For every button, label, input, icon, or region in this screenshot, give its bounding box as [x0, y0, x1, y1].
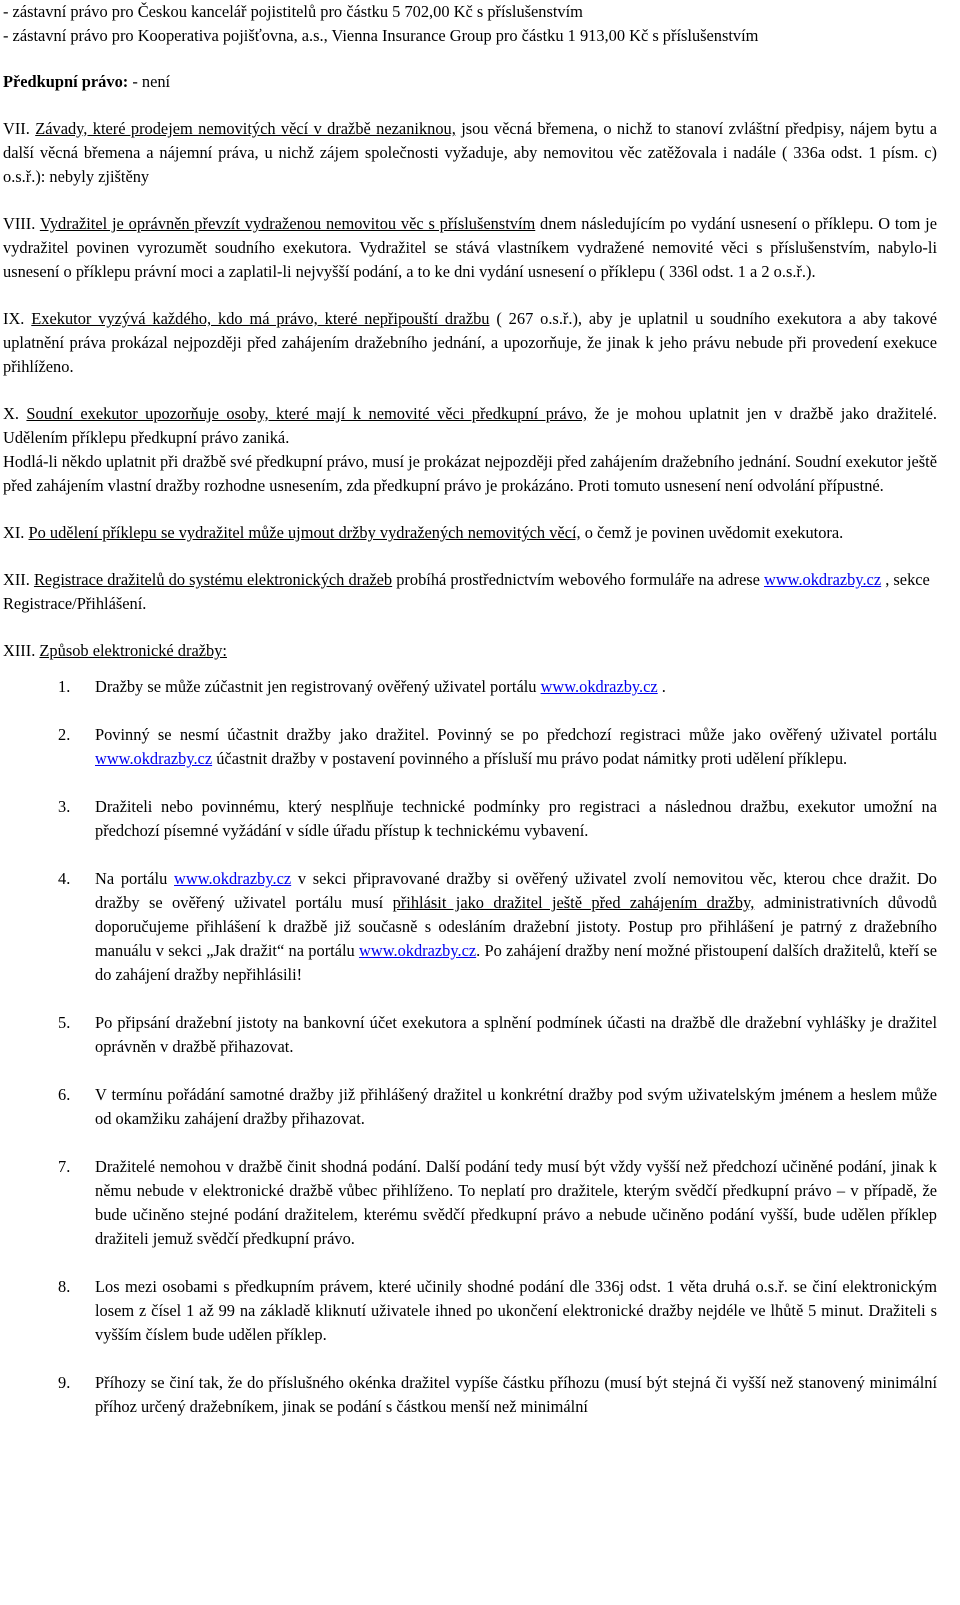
- section-xi-text: o čemž je povinen uvědomit exekutora.: [580, 523, 844, 542]
- list-item-text: v sekci připravované dražby si ověřený uživatel zvolí nemovitou věc, kterou chce dražit. Do dražby se ověřený uživatel portálu musí: [95, 869, 937, 912]
- list-item-number: 6.: [58, 1085, 71, 1104]
- okdrazby-link[interactable]: www.okdrazby.cz: [95, 749, 213, 768]
- list-item: [3, 675, 937, 699]
- section-ix-heading: Exekutor vyzývá každého, kdo má právo, které nepřipouští dražbu: [31, 309, 490, 328]
- section-vii-number: VII.: [3, 119, 36, 138]
- list-item-text: . Po zahájení dražby není možné přistoupení dalších dražitelů, kteří se do zahájení dražby nepřihlásili!: [95, 941, 937, 984]
- list-item-number: 9.: [58, 1373, 71, 1392]
- section-xiii-heading: Způsob elektronické dražby:: [39, 641, 227, 660]
- list-item: [3, 795, 937, 843]
- section-ix: [3, 307, 937, 379]
- section-vii-heading: Závady, které prodejem nemovitých věcí v dražbě nezaniknou,: [35, 119, 456, 138]
- list-item-text: Na portálu: [95, 869, 175, 888]
- lien-line-2: - zástavní právo pro Kooperativa pojišťovna, a.s., Vienna Insurance Group pro částku 1 913,00 Kč s příslušenstvím: [3, 26, 759, 45]
- okdrazby-link[interactable]: www.okdrazby.cz: [359, 941, 477, 960]
- list-item-text: účastnit dražby v postavení povinného a přísluší mu právo podat námitky proti udělení příklepu.: [212, 749, 848, 768]
- list-item: [3, 723, 937, 771]
- section-xiii-number: XIII.: [3, 641, 40, 660]
- section-xi-number: XI.: [3, 523, 29, 542]
- section-xii: [3, 568, 937, 616]
- section-vii-text: jsou věcná břemena, o nichž to stanoví zvláštní předpisy, nájem bytu a další věcná břemena a nájemní práva, u nichž zájem společnosti vyžaduje, aby nemovitou věc zatěžovala i nadále ( 336a odst. 1 písm. c) o.s.ř.): nebyly zjištěny: [3, 119, 937, 186]
- preemption-value: - není: [128, 72, 171, 91]
- okdrazby-link[interactable]: www.okdrazby.cz: [764, 570, 882, 589]
- list-item-number: 5.: [58, 1013, 71, 1032]
- list-item-text: Povinný se nesmí účastnit dražby jako dražitel. Povinný se po předchozí registraci může jako ověřený uživatel portálu: [95, 725, 937, 744]
- list-item-number: 4.: [58, 869, 71, 888]
- list-item-text: administrativních důvodů doporučujeme přihlášení k dražbě již současně s odesláním dražební jistoty. Postup pro přihlášení je patrný z dražebního manuálu v sekci „Jak dražit“ na portálu: [95, 893, 937, 960]
- list-item-text: Dražitelé nemohou v dražbě činit shodná podání. Další podání tedy musí být vždy vyšší než předchozí učiněné podání, jinak k němu nebude v elektronické dražbě vůbec přihlíženo. To neplatí pro dražitele, kterým svědčí předkupní právo – v případě, že bude učiněno stejné podání dražitelem, kterému svědčí předkupní právo a nebude učiněno podání vyšší, bude udělen příklep dražiteli jemuž svědčí předkupní právo.: [95, 1157, 937, 1248]
- okdrazby-link[interactable]: www.okdrazby.cz: [540, 677, 658, 696]
- list-item-text: V termínu pořádání samotné dražby již přihlášený dražitel u konkrétní dražby pod svým uživatelským jménem a heslem může od okamžiku zahájení dražby přihazovat.: [95, 1085, 937, 1128]
- lien-line-1: - zástavní právo pro Českou kancelář pojistitelů pro částku 5 702,00 Kč s příslušenstvím: [3, 2, 583, 21]
- list-item-number: 2.: [58, 725, 71, 744]
- list-item-number: 3.: [58, 797, 71, 816]
- list-item: [3, 1011, 937, 1059]
- list-item: [3, 867, 937, 987]
- section-xii-text-1: probíhá prostřednictvím webového formuláře na adrese: [392, 570, 764, 589]
- section-viii: [3, 212, 937, 284]
- section-xiii: [3, 639, 937, 663]
- document-page: [3, 0, 937, 1419]
- section-x-heading: Soudní exekutor upozorňuje osoby, které mají k nemovité věci předkupní právo,: [26, 404, 588, 423]
- list-item-text: Los mezi osobami s předkupním právem, které učinily shodné podání dle 336j odst. 1 věta druhá o.s.ř. se činí elektronickým losem z čísel 1 až 99 na základě kliknutí uživatele ihned po ukončení elektronické dražby nejdéle ve lhůtě 5 minut. Dražiteli s vyšším číslem bude udělen příklep.: [95, 1277, 937, 1344]
- list-item: [3, 1275, 937, 1347]
- section-ix-number: IX.: [3, 309, 32, 328]
- list-item: [3, 1371, 937, 1419]
- list-item-text: Dražby se může zúčastnit jen registrovaný ověřený uživatel portálu: [95, 677, 541, 696]
- section-xi: [3, 521, 937, 545]
- section-xi-heading: Po udělení příklepu se vydražitel může ujmout držby vydražených nemovitých věcí,: [28, 523, 581, 542]
- section-xii-text-2: , sekce Registrace/Přihlášení.: [3, 570, 930, 613]
- section-x-paragraph-2: Hodlá-li někdo uplatnit při dražbě své předkupní právo, musí je prokázat nejpozději před zahájením dražebního jednání. Soudní exekutor ještě před zahájením vlastní dražby rozhodne usnesením, zda předkupní právo je prokázáno. Proti tomuto usnesení není odvolání přípustné.: [3, 452, 937, 495]
- section-viii-text: dnem následujícím po vydání usnesení o příklepu. O tom je vydražitel povinen vyrozumět soudního exekutora. Vydražitel se stává vlastníkem vydražené nemovité věci s příslušenstvím, nabylo-li usnesení o příklepu právní moci a zaplatil-li nejvyšší podání, a to ke dni vydání usnesení o příklepu ( 336l odst. 1 a 2 o.s.ř.).: [3, 214, 937, 281]
- section-xii-heading: Registrace dražitelů do systému elektronických dražeb: [33, 570, 393, 589]
- list-item-number: 8.: [58, 1277, 71, 1296]
- section-x-number: X.: [3, 404, 27, 423]
- section-x: [3, 402, 937, 450]
- section-vii: [3, 117, 937, 189]
- list-item-number: 1.: [58, 677, 71, 696]
- preemption-right-line: [3, 70, 937, 94]
- preemption-label: Předkupní právo:: [3, 72, 129, 91]
- list-item-text: .: [657, 677, 666, 696]
- list-item-emphasis: přihlásit jako dražitel ještě před zahájením dražby,: [392, 893, 755, 912]
- section-ix-text: ( 267 o.s.ř.), aby je uplatnil u soudního exekutora a aby takové uplatnění práva prokázal nejpozději před zahájením dražebního jednání, a upozorňuje, že jinak k jeho právu nebude při provedení exekuce přihlíženo.: [3, 309, 937, 376]
- list-item: [3, 1083, 937, 1131]
- section-xii-number: XII.: [3, 570, 34, 589]
- list-item: [3, 1155, 937, 1251]
- auction-rules-list: [3, 675, 937, 1419]
- section-x-text: že je mohou uplatnit jen v dražbě jako dražitelé. Udělením příklepu předkupní právo zaniká.: [3, 404, 937, 447]
- list-item-text: Po připsání dražební jistoty na bankovní účet exekutora a splnění podmínek účasti na dražbě dle dražební vyhlášky je dražitel oprávněn v dražbě přihazovat.: [95, 1013, 937, 1056]
- okdrazby-link[interactable]: www.okdrazby.cz: [174, 869, 292, 888]
- section-viii-heading: Vydražitel je oprávněn převzít vydraženou nemovitou věc s příslušenstvím: [39, 214, 536, 233]
- list-item-text: Dražiteli nebo povinnému, který nesplňuje technické podmínky pro registraci a následnou dražbu, exekutor umožní na předchozí písemné vyžádání v sídle úřadu přístup k technickému vybavení.: [95, 797, 937, 840]
- list-item-text: Příhozy se činí tak, že do příslušného okénka dražitel vypíše částku příhozu (musí být stejná či vyšší než stanovený minimální příhoz určený dražebníkem, jinak se podání s částkou menší než minimální: [95, 1373, 937, 1416]
- section-viii-number: VIII.: [3, 214, 40, 233]
- list-item-number: 7.: [58, 1157, 71, 1176]
